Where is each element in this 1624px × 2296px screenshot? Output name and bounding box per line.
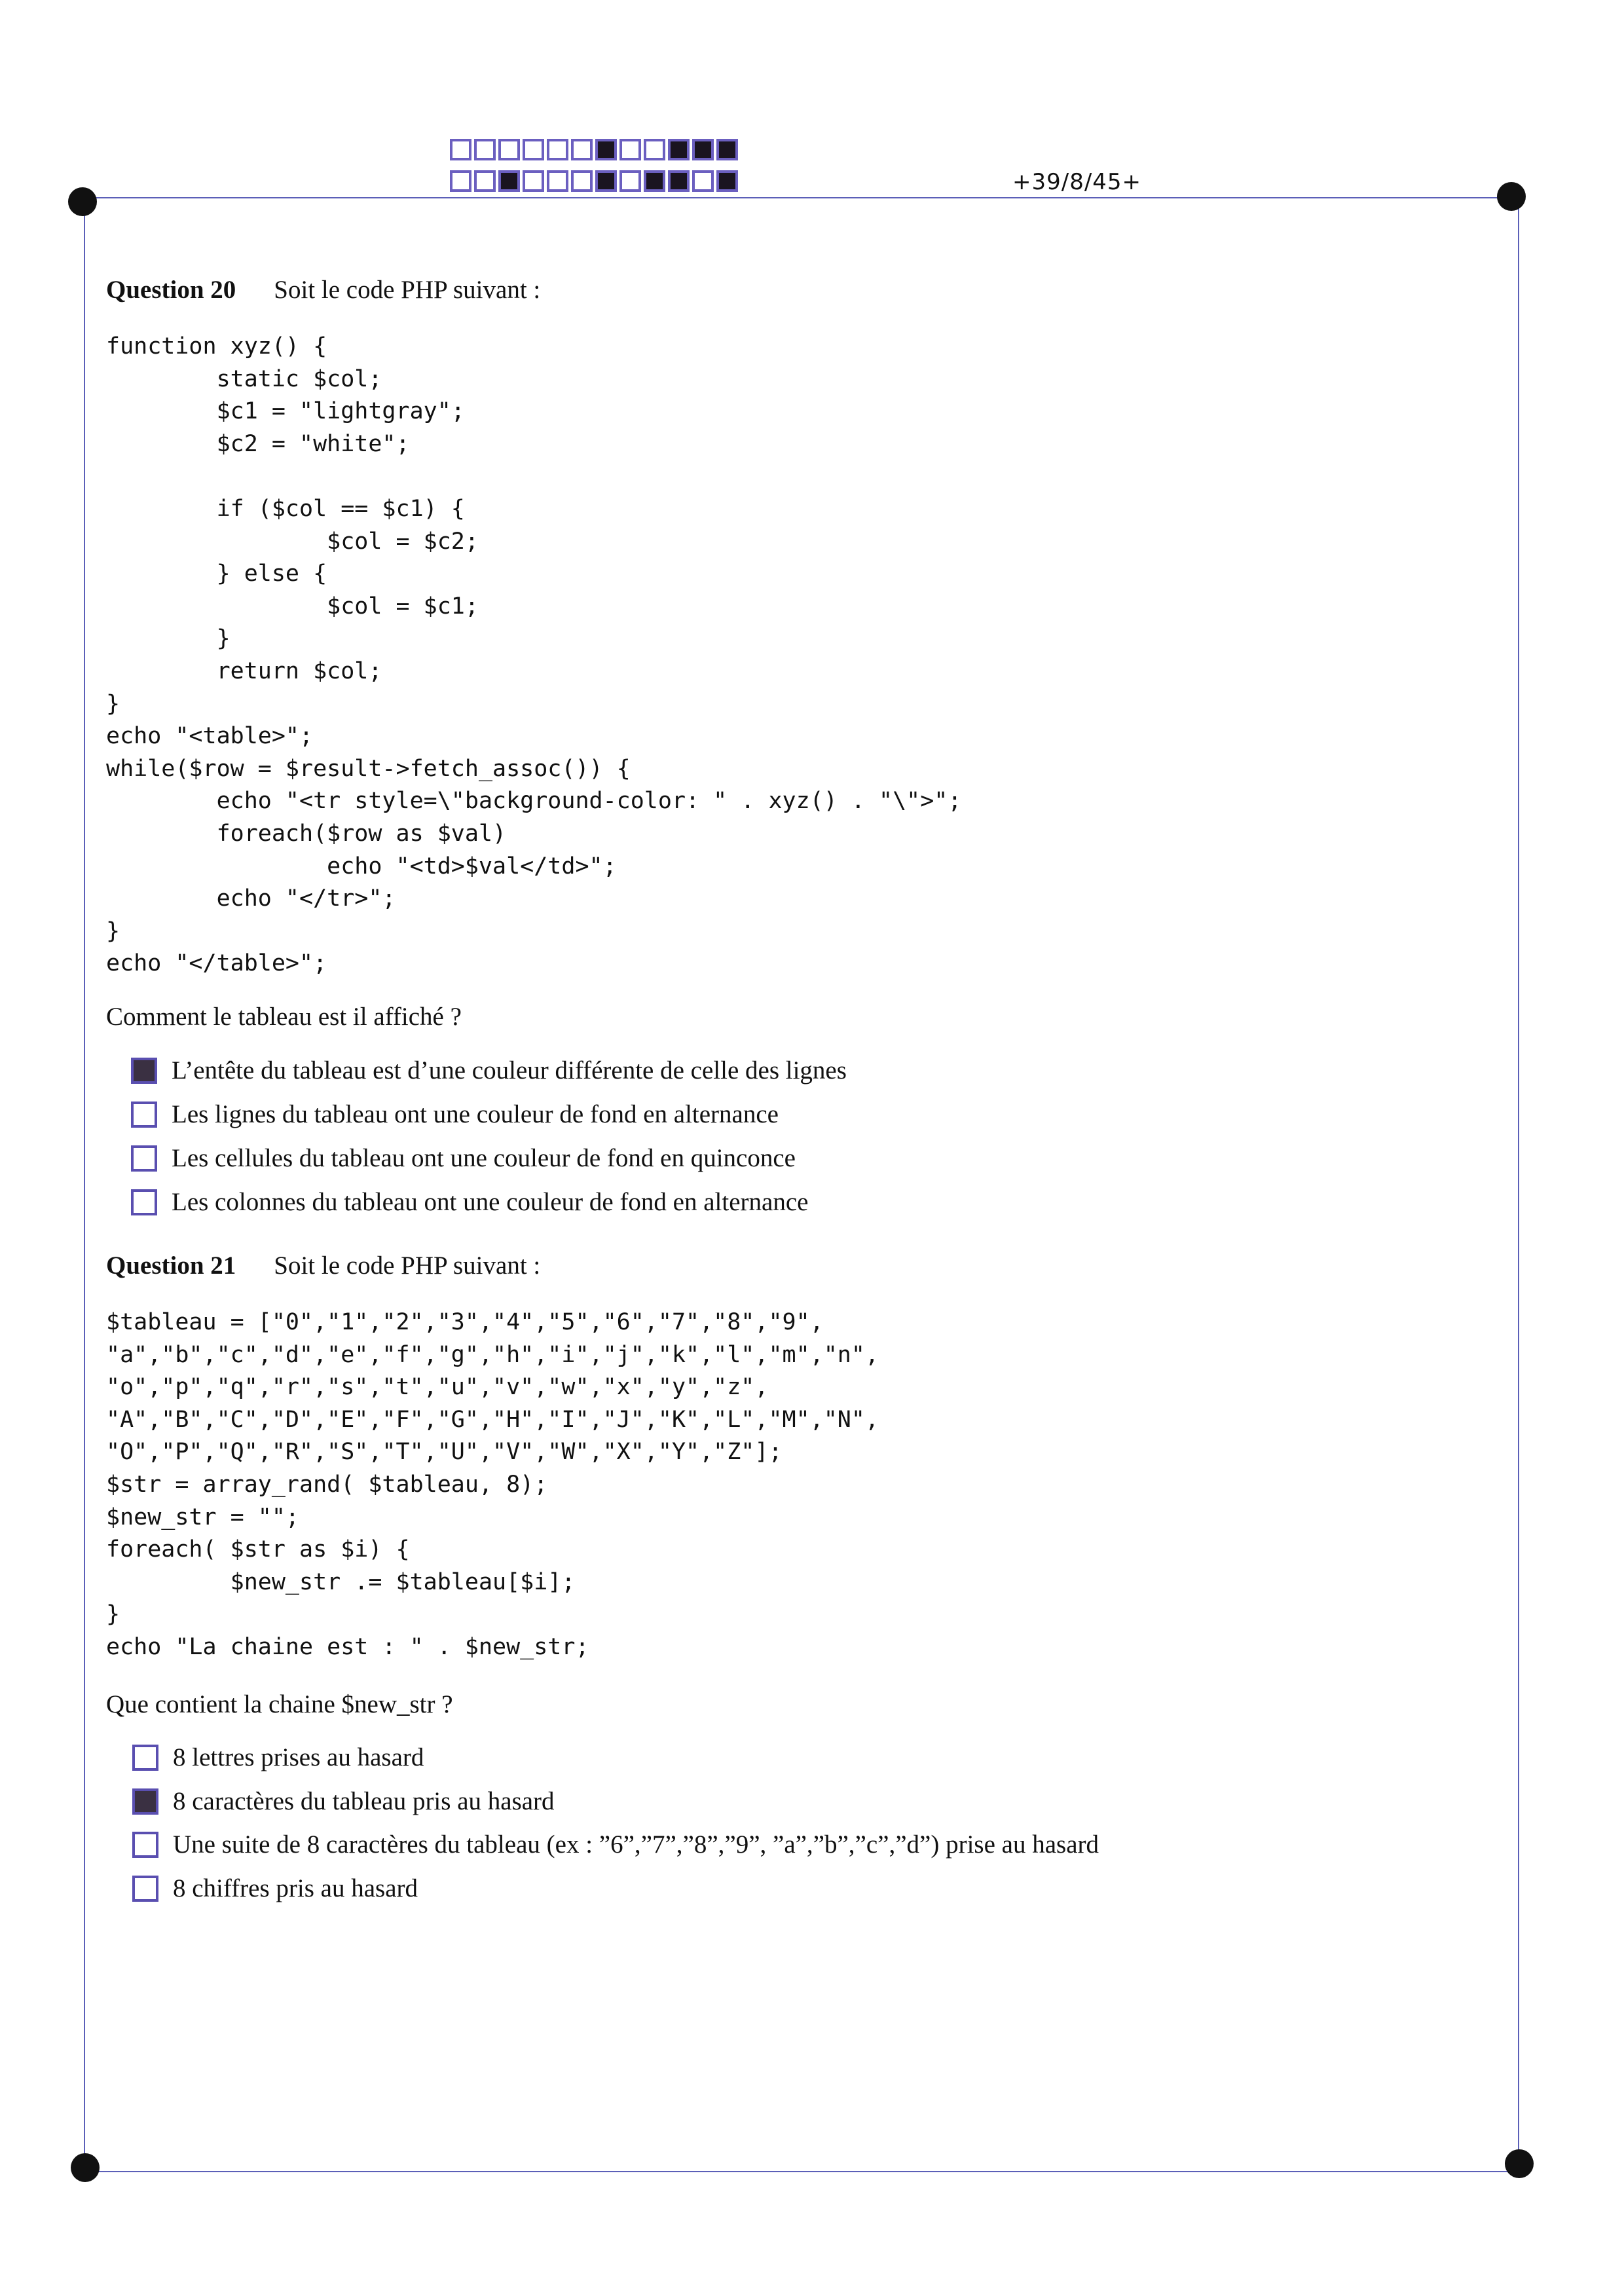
code-row-2-square-8 bbox=[619, 170, 641, 192]
q20-option-2-label: Les lignes du tableau ont une couleur de fond en alternance bbox=[172, 1100, 779, 1128]
q20-option-4-checkbox[interactable] bbox=[131, 1189, 157, 1215]
code-row-2-square-10 bbox=[668, 170, 690, 192]
frame-bottom-line bbox=[90, 2171, 1522, 2172]
question-20-header bbox=[106, 275, 540, 305]
code-row-1-square-8 bbox=[619, 139, 641, 160]
q20-option-3[interactable] bbox=[131, 1143, 796, 1173]
code-row-2-square-12 bbox=[716, 170, 738, 192]
q20-option-4[interactable] bbox=[131, 1187, 808, 1217]
corner-mark-bottom-left bbox=[71, 2153, 100, 2182]
question-20-statement: Soit le code PHP suivant : bbox=[274, 276, 541, 304]
code-row-1-square-9 bbox=[644, 139, 665, 160]
code-row-2-square-4 bbox=[523, 170, 544, 192]
frame-left-line bbox=[84, 197, 85, 2171]
code-row-2-square-3 bbox=[498, 170, 520, 192]
frame-right-line bbox=[1518, 197, 1519, 2171]
q21-option-1[interactable] bbox=[132, 1743, 424, 1772]
corner-mark-top-right bbox=[1497, 182, 1526, 211]
code-row-2-square-6 bbox=[571, 170, 593, 192]
q20-option-1-label: L’entête du tableau est d’une couleur différente de celle des lignes bbox=[172, 1056, 847, 1084]
question-21-prompt: Que contient la chaine $new_str ? bbox=[106, 1690, 453, 1718]
q20-option-1-checkbox[interactable] bbox=[131, 1058, 157, 1084]
q20-option-3-label: Les cellules du tableau ont une couleur de fond en quinconce bbox=[172, 1144, 796, 1172]
question-20-code-block: function xyz() { static $col; $c1 = "lightgray"; $c2 = "white"; if ($col == $c1) { $col = $c2; } else { $col = $c1; } return $col; } echo "<table>"; while($row = $result->fetch_assoc()) { echo "<tr style=\"background-color: " . xyz() . "\">"; foreach($row as $val) echo "<td>$val</td>"; echo "</tr>"; } echo "</table>"; bbox=[106, 333, 962, 977]
question-21-statement: Soit le code PHP suivant : bbox=[274, 1251, 541, 1280]
code-row-2-square-1 bbox=[450, 170, 471, 192]
code-row-1-square-10 bbox=[668, 139, 690, 160]
code-row-1-square-11 bbox=[692, 139, 714, 160]
corner-mark-bottom-right bbox=[1505, 2149, 1534, 2178]
code-row-2-square-11 bbox=[692, 170, 714, 192]
q21-option-2[interactable] bbox=[132, 1787, 555, 1816]
binary-code-row-2 bbox=[450, 170, 738, 192]
binary-code-row-1 bbox=[450, 139, 738, 160]
code-row-2-square-7 bbox=[595, 170, 617, 192]
code-row-2-square-2 bbox=[474, 170, 496, 192]
q21-option-4-label: 8 chiffres pris au hasard bbox=[173, 1874, 418, 1902]
q21-option-2-label: 8 caractères du tableau pris au hasard bbox=[173, 1787, 555, 1815]
code-row-1-square-12 bbox=[716, 139, 738, 160]
q20-option-2[interactable] bbox=[131, 1100, 779, 1129]
code-row-1-square-6 bbox=[571, 139, 593, 160]
q21-option-3-label: Une suite de 8 caractères du tableau (ex : ”6”,”7”,”8”,”9”, ”a”,”b”,”c”,”d”) prise au hasard bbox=[173, 1830, 1099, 1859]
question-21-code-block: $tableau = ["0","1","2","3","4","5","6","7","8","9", "a","b","c","d","e","f","g","h","i","j","k","l","m","n", "o","p","q","r","s","t","u","v","w","x","y","z", "A","B","C","D","E","F","G","H","I","J","K","L","M","N", "O","P","Q","R","S","T","U","V","W","X","Y","Z"]; $str = array_rand( $tableau, 8); $new_str = ""; foreach( $str as $i) { $new_str .= $tableau[$i]; } echo "La chaine est : " . $new_str; bbox=[106, 1309, 879, 1660]
question-21-header bbox=[106, 1251, 540, 1280]
corner-mark-top-left bbox=[68, 187, 97, 216]
code-row-1-square-5 bbox=[547, 139, 568, 160]
page-identifier: +39/8/45+ bbox=[1012, 169, 1142, 195]
q20-option-1[interactable] bbox=[131, 1056, 847, 1085]
q21-option-3[interactable] bbox=[132, 1830, 1099, 1859]
q21-option-4-checkbox[interactable] bbox=[132, 1876, 158, 1902]
q21-option-1-checkbox[interactable] bbox=[132, 1745, 158, 1771]
code-row-1-square-1 bbox=[450, 139, 471, 160]
code-row-1-square-3 bbox=[498, 139, 520, 160]
code-row-1-square-2 bbox=[474, 139, 496, 160]
frame-top-line bbox=[84, 197, 1518, 198]
code-row-1-square-7 bbox=[595, 139, 617, 160]
q20-option-3-checkbox[interactable] bbox=[131, 1145, 157, 1172]
q21-option-2-checkbox[interactable] bbox=[132, 1788, 158, 1815]
q21-option-4[interactable] bbox=[132, 1874, 418, 1903]
question-20-number: Question 20 bbox=[106, 276, 236, 304]
q20-option-2-checkbox[interactable] bbox=[131, 1102, 157, 1128]
code-row-2-square-5 bbox=[547, 170, 568, 192]
code-row-2-square-9 bbox=[644, 170, 665, 192]
question-20-prompt: Comment le tableau est il affiché ? bbox=[106, 1003, 462, 1031]
q21-option-3-checkbox[interactable] bbox=[132, 1832, 158, 1858]
q20-option-4-label: Les colonnes du tableau ont une couleur de fond en alternance bbox=[172, 1188, 809, 1216]
question-21-number: Question 21 bbox=[106, 1251, 236, 1280]
code-row-1-square-4 bbox=[523, 139, 544, 160]
q21-option-1-label: 8 lettres prises au hasard bbox=[173, 1743, 424, 1771]
